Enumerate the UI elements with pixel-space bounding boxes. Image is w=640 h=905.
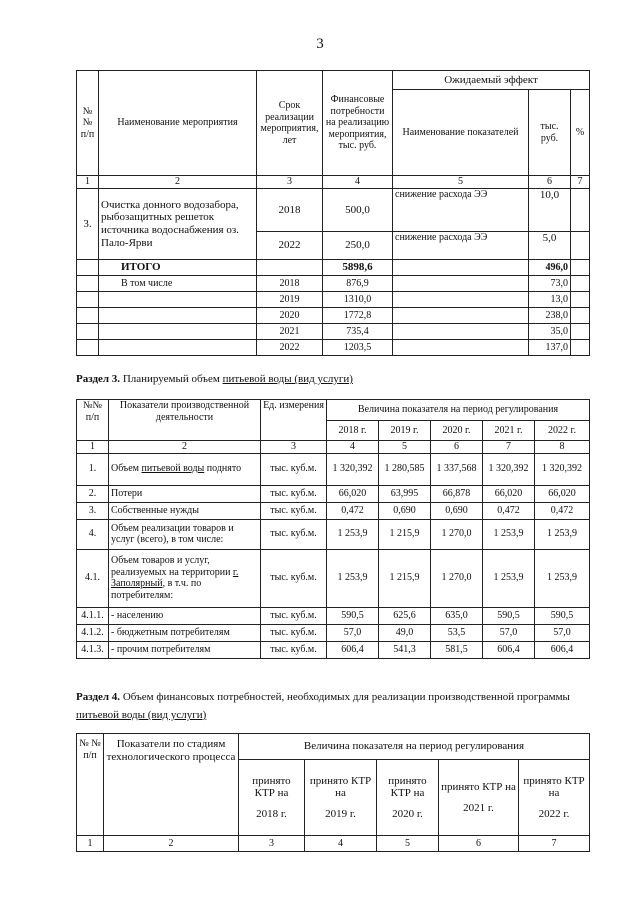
col-number: 3 — [261, 441, 327, 454]
row-value: 1 253,9 — [327, 519, 379, 549]
breakdown-finance: 876,9 — [323, 276, 393, 292]
header-indicators: Показатели производственной деятельности — [109, 400, 261, 441]
header-indicators: Показатели по стадиям технологического процесса — [104, 734, 239, 836]
row-value: 590,5 — [535, 607, 590, 624]
header-period: принято КТР на 2018 г. — [239, 760, 305, 836]
section3-text-underlined: питьевой воды (вид услуги) — [222, 373, 353, 385]
row-name: - бюджетным потребителям — [109, 624, 261, 641]
row-value: 1 253,9 — [483, 519, 535, 549]
row-name: Объем реализации товаров и услуг (всего), в том числе: — [109, 519, 261, 549]
breakdown-year: 2019 — [257, 292, 323, 308]
col-number: 1 — [77, 176, 99, 189]
row-unit: тыс. куб.м. — [261, 624, 327, 641]
row-num: 4.1.2. — [77, 624, 109, 641]
breakdown-year: 2020 — [257, 308, 323, 324]
row-value: 1 253,9 — [535, 519, 590, 549]
header-year: 2020 г. — [431, 421, 483, 441]
col-number: 8 — [535, 441, 590, 454]
item-percent — [571, 189, 590, 232]
total-label: ИТОГО — [99, 260, 257, 276]
col-number: 5 — [377, 836, 439, 852]
header-period: принято КТР на 2022 г. — [519, 760, 590, 836]
header-effect: Ожидаемый эффект — [393, 71, 590, 90]
breakdown-value: 238,0 — [529, 308, 571, 324]
row-num: 4.1. — [77, 549, 109, 607]
row-unit: тыс. куб.м. — [261, 502, 327, 519]
col-number: 4 — [305, 836, 377, 852]
row-unit: тыс. куб.м. — [261, 519, 327, 549]
row-value: 590,5 — [327, 607, 379, 624]
col-number: 7 — [571, 176, 590, 189]
breakdown-finance: 1203,5 — [323, 340, 393, 356]
row-name: Объем питьевой воды поднято — [109, 453, 261, 485]
header-value: Величина показателя на период регулирования — [327, 400, 590, 421]
item-finance: 500,0 — [323, 189, 393, 232]
header-num: № № п/п — [77, 71, 99, 176]
including-label: В том числе — [99, 276, 257, 292]
item-value: 5,0 — [529, 232, 571, 260]
header-value: Величина показателя на период регулирования — [239, 734, 590, 760]
header-percent: % — [571, 90, 590, 176]
col-number: 2 — [109, 441, 261, 454]
water-volume-table — [76, 399, 590, 659]
breakdown-finance: 1310,0 — [323, 292, 393, 308]
breakdown-value: 137,0 — [529, 340, 571, 356]
header-year: 2019 г. — [379, 421, 431, 441]
col-number: 6 — [439, 836, 519, 852]
section4-text-underlined: питьевой воды (вид услуги) — [76, 709, 207, 721]
item-indicator: снижение расхода ЭЭ — [393, 232, 529, 260]
header-term: Срок реализации мероприятия, лет — [257, 71, 323, 176]
row-name: Объем товаров и услуг, реализуемых на территории г. Заполярный, в т.ч. по потребителям: — [109, 549, 261, 607]
row-value: 66,020 — [327, 485, 379, 502]
row-value: 1 320,392 — [535, 453, 590, 485]
row-value: 606,4 — [483, 641, 535, 658]
section4-text: Объем финансовых потребностей, необходимых для реализации производственной программы — [120, 691, 570, 703]
col-number: 6 — [529, 176, 571, 189]
row-value: 541,3 — [379, 641, 431, 658]
row-value: 625,6 — [379, 607, 431, 624]
item-value: 10,0 — [529, 189, 571, 232]
row-value: 1 253,9 — [483, 549, 535, 607]
breakdown-finance: 735,4 — [323, 324, 393, 340]
col-number: 4 — [323, 176, 393, 189]
row-unit: тыс. куб.м. — [261, 485, 327, 502]
row-name: - населению — [109, 607, 261, 624]
col-number: 5 — [379, 441, 431, 454]
total-value: 496,0 — [529, 260, 571, 276]
section3-label: Раздел 3. — [76, 373, 121, 385]
header-indicator: Наименование показателей — [393, 90, 529, 176]
item-finance: 250,0 — [323, 232, 393, 260]
row-num: 3. — [77, 502, 109, 519]
header-unit: Ед. измерения — [261, 400, 327, 441]
col-number: 3 — [239, 836, 305, 852]
row-value: 63,995 — [379, 485, 431, 502]
page-number: 3 — [316, 36, 324, 52]
header-period: принято КТР на 2020 г. — [377, 760, 439, 836]
measures-table — [76, 70, 590, 356]
row-value: 1 253,9 — [535, 549, 590, 607]
breakdown-year: 2022 — [257, 340, 323, 356]
row-value: 1 320,392 — [327, 453, 379, 485]
breakdown-value: 35,0 — [529, 324, 571, 340]
row-name: Потери — [109, 485, 261, 502]
row-unit: тыс. куб.м. — [261, 607, 327, 624]
item-percent — [571, 232, 590, 260]
section4-label: Раздел 4. — [76, 691, 121, 703]
row-value: 1 270,0 — [431, 519, 483, 549]
item-year: 2018 — [257, 189, 323, 232]
header-period: принято КТР на 2021 г. — [439, 760, 519, 836]
row-value: 53,5 — [431, 624, 483, 641]
section3-text: Планируемый объем — [120, 373, 223, 385]
row-unit: тыс. куб.м. — [261, 641, 327, 658]
breakdown-finance: 1772,8 — [323, 308, 393, 324]
row-value: 1 253,9 — [327, 549, 379, 607]
row-value: 590,5 — [483, 607, 535, 624]
item-indicator: снижение расхода ЭЭ — [393, 189, 529, 232]
row-value: 57,0 — [327, 624, 379, 641]
row-value: 1 320,392 — [483, 453, 535, 485]
row-value: 66,020 — [535, 485, 590, 502]
row-value: 606,4 — [535, 641, 590, 658]
breakdown-year: 2018 — [257, 276, 323, 292]
col-number: 2 — [104, 836, 239, 852]
breakdown-value: 13,0 — [529, 292, 571, 308]
header-finance: Финансовые потребности на реализацию мероприятия, тыс. руб. — [323, 71, 393, 176]
row-value: 57,0 — [483, 624, 535, 641]
row-value: 1 215,9 — [379, 519, 431, 549]
item-num: 3. — [77, 189, 99, 260]
row-value: 66,878 — [431, 485, 483, 502]
item-name: Очистка донного водозабора, рыбозащитных решеток источника водоснабжения оз. Пало-Ярви — [99, 189, 257, 260]
row-value: 49,0 — [379, 624, 431, 641]
col-number: 1 — [77, 441, 109, 454]
row-unit: тыс. куб.м. — [261, 549, 327, 607]
row-value: 66,020 — [483, 485, 535, 502]
row-value: 1 280,585 — [379, 453, 431, 485]
row-value: 0,690 — [431, 502, 483, 519]
header-num: №№ п/п — [77, 400, 109, 441]
col-number: 7 — [519, 836, 590, 852]
row-num: 1. — [77, 453, 109, 485]
row-value: 57,0 — [535, 624, 590, 641]
section4-heading — [76, 688, 596, 724]
col-number: 7 — [483, 441, 535, 454]
header-period: принято КТР на 2019 г. — [305, 760, 377, 836]
row-name: Собственные нужды — [109, 502, 261, 519]
row-value: 0,472 — [535, 502, 590, 519]
header-name: Наименование мероприятия — [99, 71, 257, 176]
col-number: 6 — [431, 441, 483, 454]
row-value: 581,5 — [431, 641, 483, 658]
header-year: 2021 г. — [483, 421, 535, 441]
col-number: 2 — [99, 176, 257, 189]
total-finance: 5898,6 — [323, 260, 393, 276]
header-year: 2022 г. — [535, 421, 590, 441]
col-number: 3 — [257, 176, 323, 189]
item-year: 2022 — [257, 232, 323, 260]
section3-heading — [76, 370, 596, 388]
row-value: 635,0 — [431, 607, 483, 624]
col-number: 5 — [393, 176, 529, 189]
row-value: 1 270,0 — [431, 549, 483, 607]
financial-needs-table — [76, 733, 590, 852]
row-unit: тыс. куб.м. — [261, 453, 327, 485]
row-num: 4. — [77, 519, 109, 549]
row-value: 0,690 — [379, 502, 431, 519]
row-value: 606,4 — [327, 641, 379, 658]
header-year: 2018 г. — [327, 421, 379, 441]
row-num: 4.1.3. — [77, 641, 109, 658]
header-num: № № п/п — [77, 734, 104, 836]
col-number: 1 — [77, 836, 104, 852]
row-name: - прочим потребителям — [109, 641, 261, 658]
col-number: 4 — [327, 441, 379, 454]
row-num: 2. — [77, 485, 109, 502]
row-num: 4.1.1. — [77, 607, 109, 624]
breakdown-year: 2021 — [257, 324, 323, 340]
row-value: 0,472 — [327, 502, 379, 519]
header-thousand: тыс. руб. — [529, 90, 571, 176]
row-value: 0,472 — [483, 502, 535, 519]
row-value: 1 215,9 — [379, 549, 431, 607]
row-value: 1 337,568 — [431, 453, 483, 485]
breakdown-value: 73,0 — [529, 276, 571, 292]
